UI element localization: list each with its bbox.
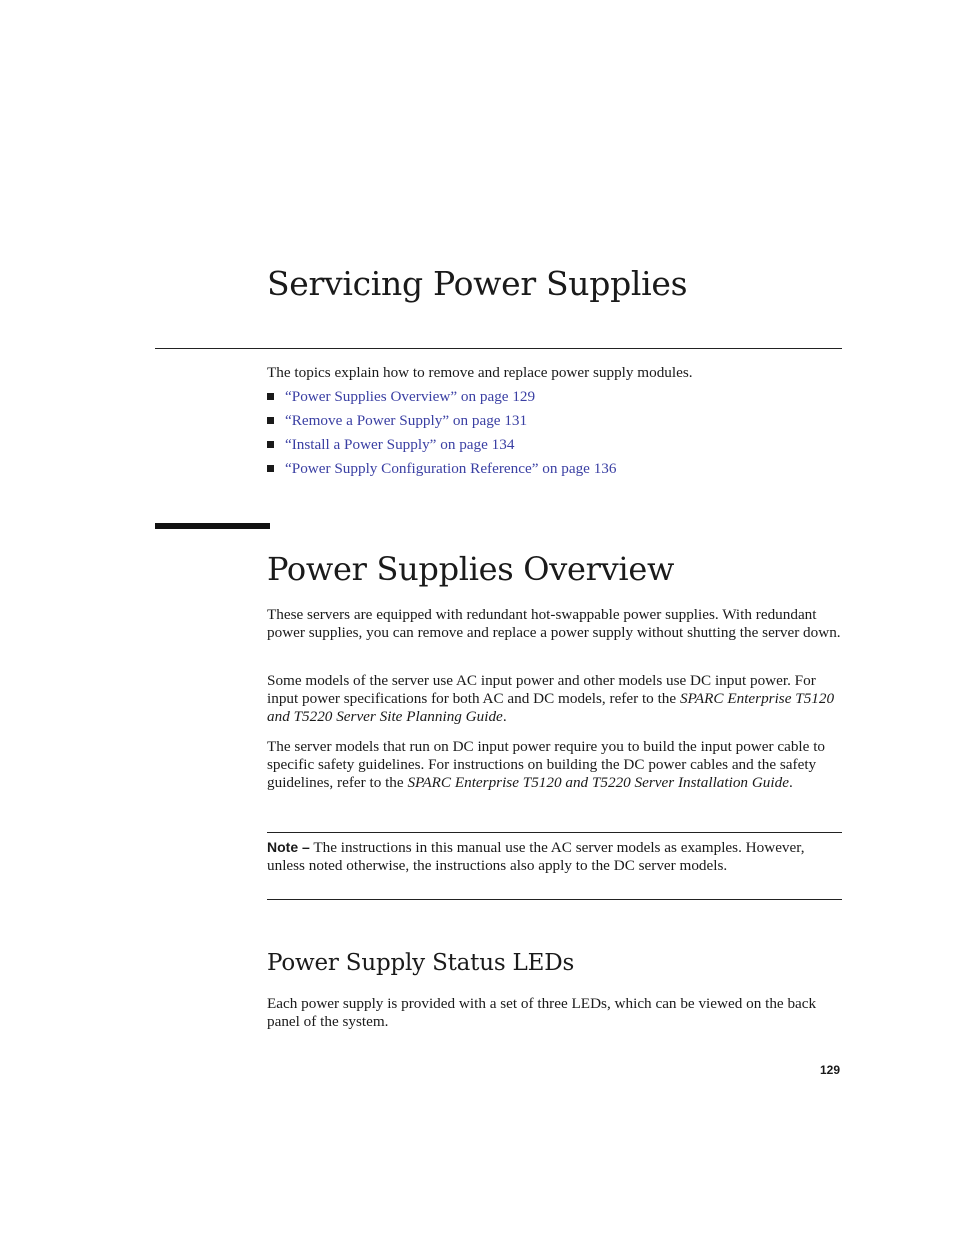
topic-link-remove-power-supply[interactable]: “Remove a Power Supply” on page 131	[285, 412, 528, 429]
topic-link-configuration-reference[interactable]: “Power Supply Configuration Reference” on page 136	[285, 460, 617, 477]
topic-list	[267, 388, 842, 484]
paragraph-text: The server models that run on DC input power require you to build the input power cable to specific safety guidelines. For instructions on building the DC power cables and the safety guidelines, refer to the	[267, 738, 826, 791]
section-paragraph-3	[267, 738, 842, 792]
square-bullet-icon	[267, 417, 274, 424]
note-label: Note –	[267, 839, 310, 855]
chapter-title: Servicing Power Supplies	[267, 264, 688, 303]
page-number: 129	[819, 1063, 840, 1077]
book-title-site-planning-guide: SPARC Enterprise T5120 and T5220 Server Site Planning Guide	[267, 690, 835, 725]
section-paragraph-2	[267, 672, 842, 726]
square-bullet-icon	[267, 441, 274, 448]
paragraph-text: Some models of the server use AC input power and other models use DC input power. For input power specifications for both AC and DC models, refer to the	[267, 672, 816, 707]
subsection-title: Power Supply Status LEDs	[267, 950, 575, 976]
topic-link-install-power-supply[interactable]: “Install a Power Supply” on page 134	[285, 436, 515, 453]
paragraph-text: .	[502, 708, 507, 725]
chapter-divider	[155, 348, 842, 349]
note-text	[267, 838, 842, 875]
paragraph-text: .	[788, 774, 793, 791]
section-marker-bar	[155, 523, 270, 529]
section-paragraph-1: These servers are equipped with redundant hot-swappable power supplies. With redundant power supplies, you can remove and replace a power supply without shutting the server down.	[267, 606, 841, 641]
chapter-intro: The topics explain how to remove and replace power supply modules.	[267, 364, 693, 381]
list-item	[267, 436, 842, 460]
section-title: Power Supplies Overview	[267, 550, 675, 588]
note-box	[267, 832, 842, 900]
square-bullet-icon	[267, 465, 274, 472]
subsection-paragraph: Each power supply is provided with a set of three LEDs, which can be viewed on the back panel of the system.	[267, 995, 817, 1030]
list-item	[267, 388, 842, 412]
square-bullet-icon	[267, 393, 274, 400]
topic-link-power-supplies-overview[interactable]: “Power Supplies Overview” on page 129	[285, 388, 536, 405]
note-body: The instructions in this manual use the AC server models as examples. However, unless noted otherwise, the instructions also apply to the DC server models.	[267, 839, 805, 874]
list-item	[267, 460, 842, 484]
book-title-installation-guide: SPARC Enterprise T5120 and T5220 Server Installation Guide	[407, 774, 789, 791]
list-item	[267, 412, 842, 436]
